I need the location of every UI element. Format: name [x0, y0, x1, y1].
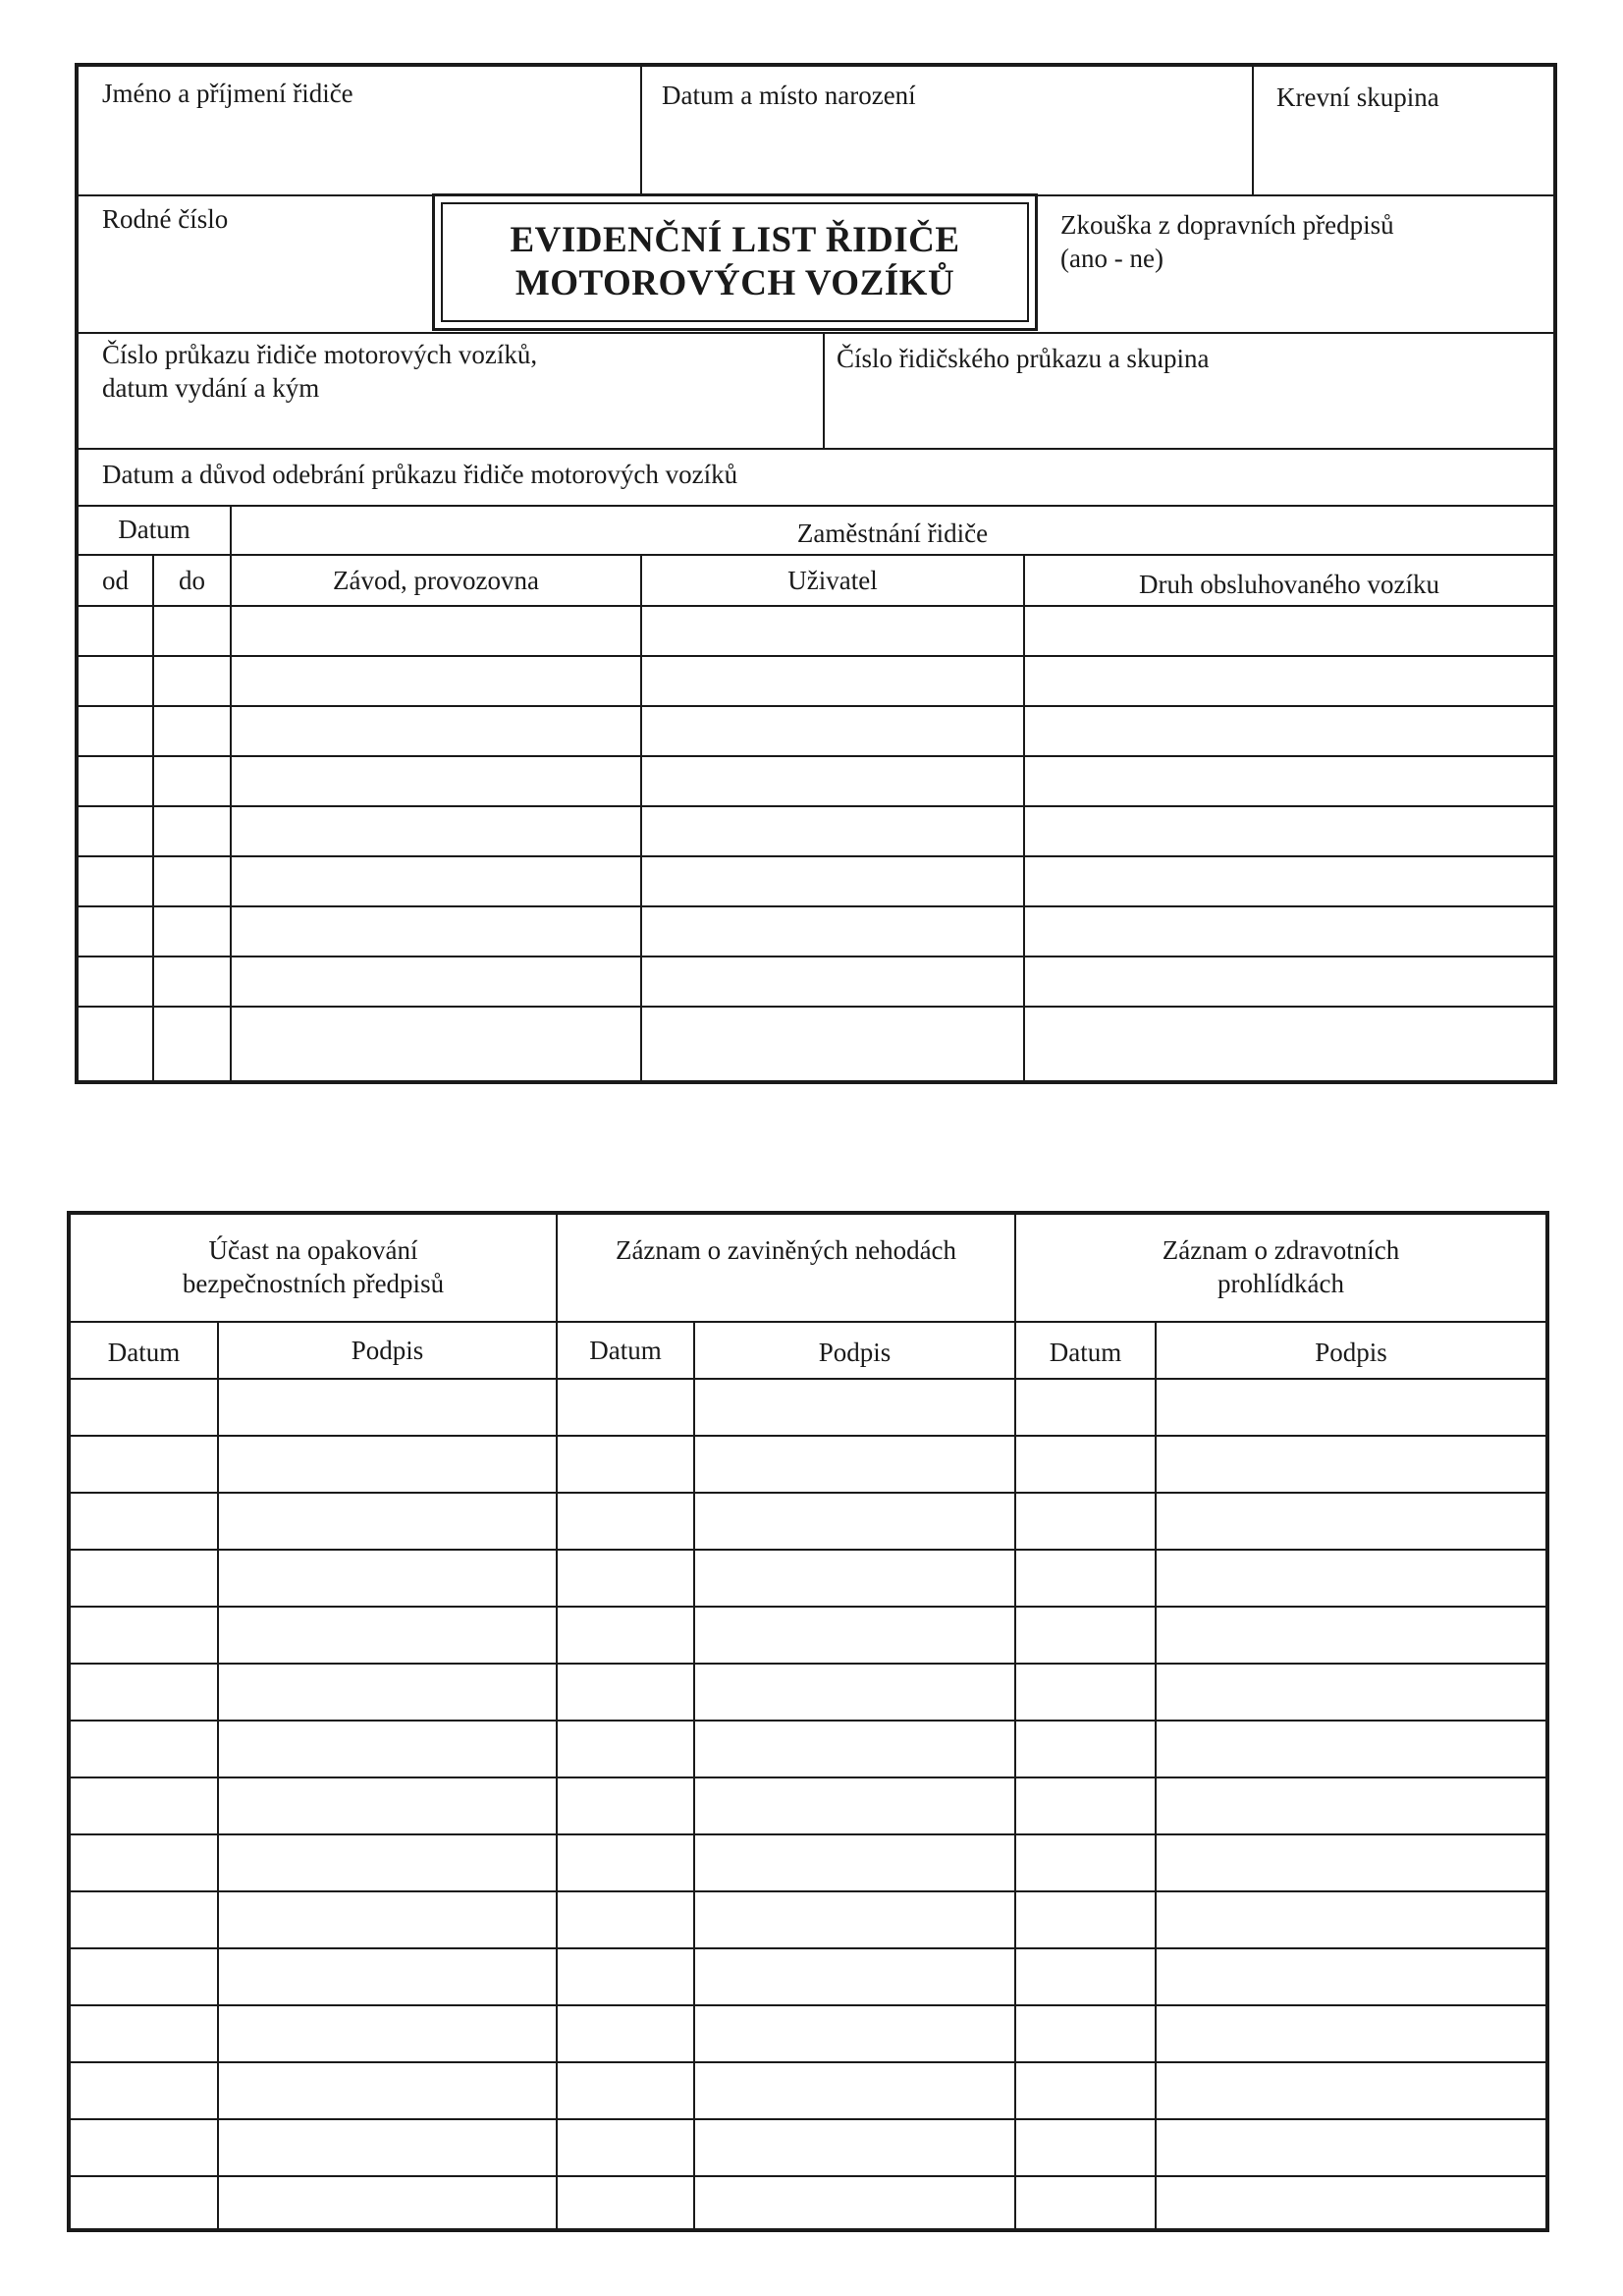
table-row-line	[71, 2118, 1545, 2120]
sub-col-podpis-3: Podpis	[1315, 1338, 1387, 1367]
col-plant: Závod, provozovna	[333, 566, 539, 595]
table-row-line	[79, 905, 1553, 907]
form-title-line1: EVIDENČNÍ LIST ŘIDIČE	[510, 220, 960, 260]
divider	[693, 1321, 695, 2228]
divider	[79, 554, 230, 556]
table-row-line	[71, 1947, 1545, 1949]
form-title-inner	[441, 202, 1029, 322]
sub-col-podpis-1: Podpis	[351, 1336, 424, 1365]
form-title-box	[432, 193, 1038, 331]
table-row-line	[71, 2175, 1545, 2177]
divider	[217, 1321, 219, 2228]
sub-col-datum-1: Datum	[107, 1338, 181, 1367]
datum-header: Datum	[118, 515, 190, 544]
sub-col-datum-2: Datum	[589, 1336, 662, 1365]
divider	[1155, 1321, 1157, 2228]
table-row-line	[79, 855, 1553, 857]
form-title-line2: MOTOROVÝCH VOZÍKŮ	[514, 263, 955, 303]
forklift-license-line1: Číslo průkazu řidiče motorových vozíků,	[102, 340, 538, 369]
table-row-line	[71, 1606, 1545, 1608]
forklift-license-line2: datum vydání a kým	[102, 373, 320, 403]
divider	[230, 554, 1553, 556]
sub-col-podpis-2: Podpis	[818, 1338, 892, 1367]
col-do: do	[179, 566, 205, 595]
group-accidents	[558, 1233, 1014, 1267]
driver-name-label: Jméno a příjmení řidiče	[102, 79, 353, 108]
license-revocation-label: Datum a důvod odebrání průkazu řidiče motorových vozíků	[102, 460, 738, 489]
group-medical-checks	[1016, 1233, 1545, 1300]
table-row-line	[79, 755, 1553, 757]
divider	[823, 332, 825, 448]
table-row-line	[71, 2061, 1545, 2063]
col-forklift-type: Druh obsluhovaného vozíku	[1139, 570, 1439, 599]
table-row-line	[71, 2004, 1545, 2006]
table-row-line	[71, 1492, 1545, 1494]
table-row-line	[71, 1833, 1545, 1835]
traffic-exam-label	[1060, 208, 1394, 275]
col-od: od	[102, 566, 129, 595]
driving-license-label: Číslo řidičského průkazu a skupina	[837, 344, 1210, 373]
sub-col-datum-3: Datum	[1049, 1338, 1122, 1367]
table-row-line	[71, 1777, 1545, 1778]
table-row-line	[79, 956, 1553, 957]
group-safety-training	[71, 1233, 556, 1300]
forklift-license-label	[102, 338, 537, 405]
table-row-line	[79, 805, 1553, 807]
blood-group-label: Krevní skupina	[1276, 82, 1439, 112]
employment-header: Zaměstnání řidiče	[796, 519, 989, 548]
table-row-line	[71, 1435, 1545, 1437]
table-row-line	[79, 705, 1553, 707]
divider	[79, 332, 1553, 334]
traffic-exam-line1: Zkouška z dopravních předpisů	[1060, 210, 1394, 240]
divider	[640, 554, 642, 1080]
birth-date-place-label: Datum a místo narození	[662, 81, 916, 110]
group-medical-checks-line1: Záznam o zdravotních	[1162, 1235, 1400, 1265]
divider	[71, 1321, 1545, 1323]
divider	[1252, 67, 1254, 194]
table-row-line	[71, 1663, 1545, 1665]
group-medical-checks-line2: prohlídkách	[1217, 1269, 1344, 1298]
col-user: Uživatel	[787, 566, 878, 595]
group-safety-training-line1: Účast na opakování	[208, 1235, 418, 1265]
divider	[152, 554, 154, 1080]
table-row-line	[79, 655, 1553, 657]
group-accidents-line1: Záznam o zaviněných nehodách	[615, 1235, 957, 1265]
table-row-line	[79, 1006, 1553, 1008]
table-row-line	[71, 1890, 1545, 1892]
group-safety-training-line2: bezpečnostních předpisů	[182, 1269, 445, 1298]
birth-number-label: Rodné číslo	[102, 204, 229, 234]
table-row-line	[71, 1720, 1545, 1722]
divider	[640, 67, 642, 194]
traffic-exam-line2: (ano - ne)	[1060, 244, 1163, 273]
divider	[71, 1378, 1545, 1380]
table-row-line	[71, 1549, 1545, 1551]
divider	[79, 448, 1553, 450]
divider	[79, 605, 1553, 607]
divider	[79, 505, 1553, 507]
divider	[1023, 554, 1025, 1080]
